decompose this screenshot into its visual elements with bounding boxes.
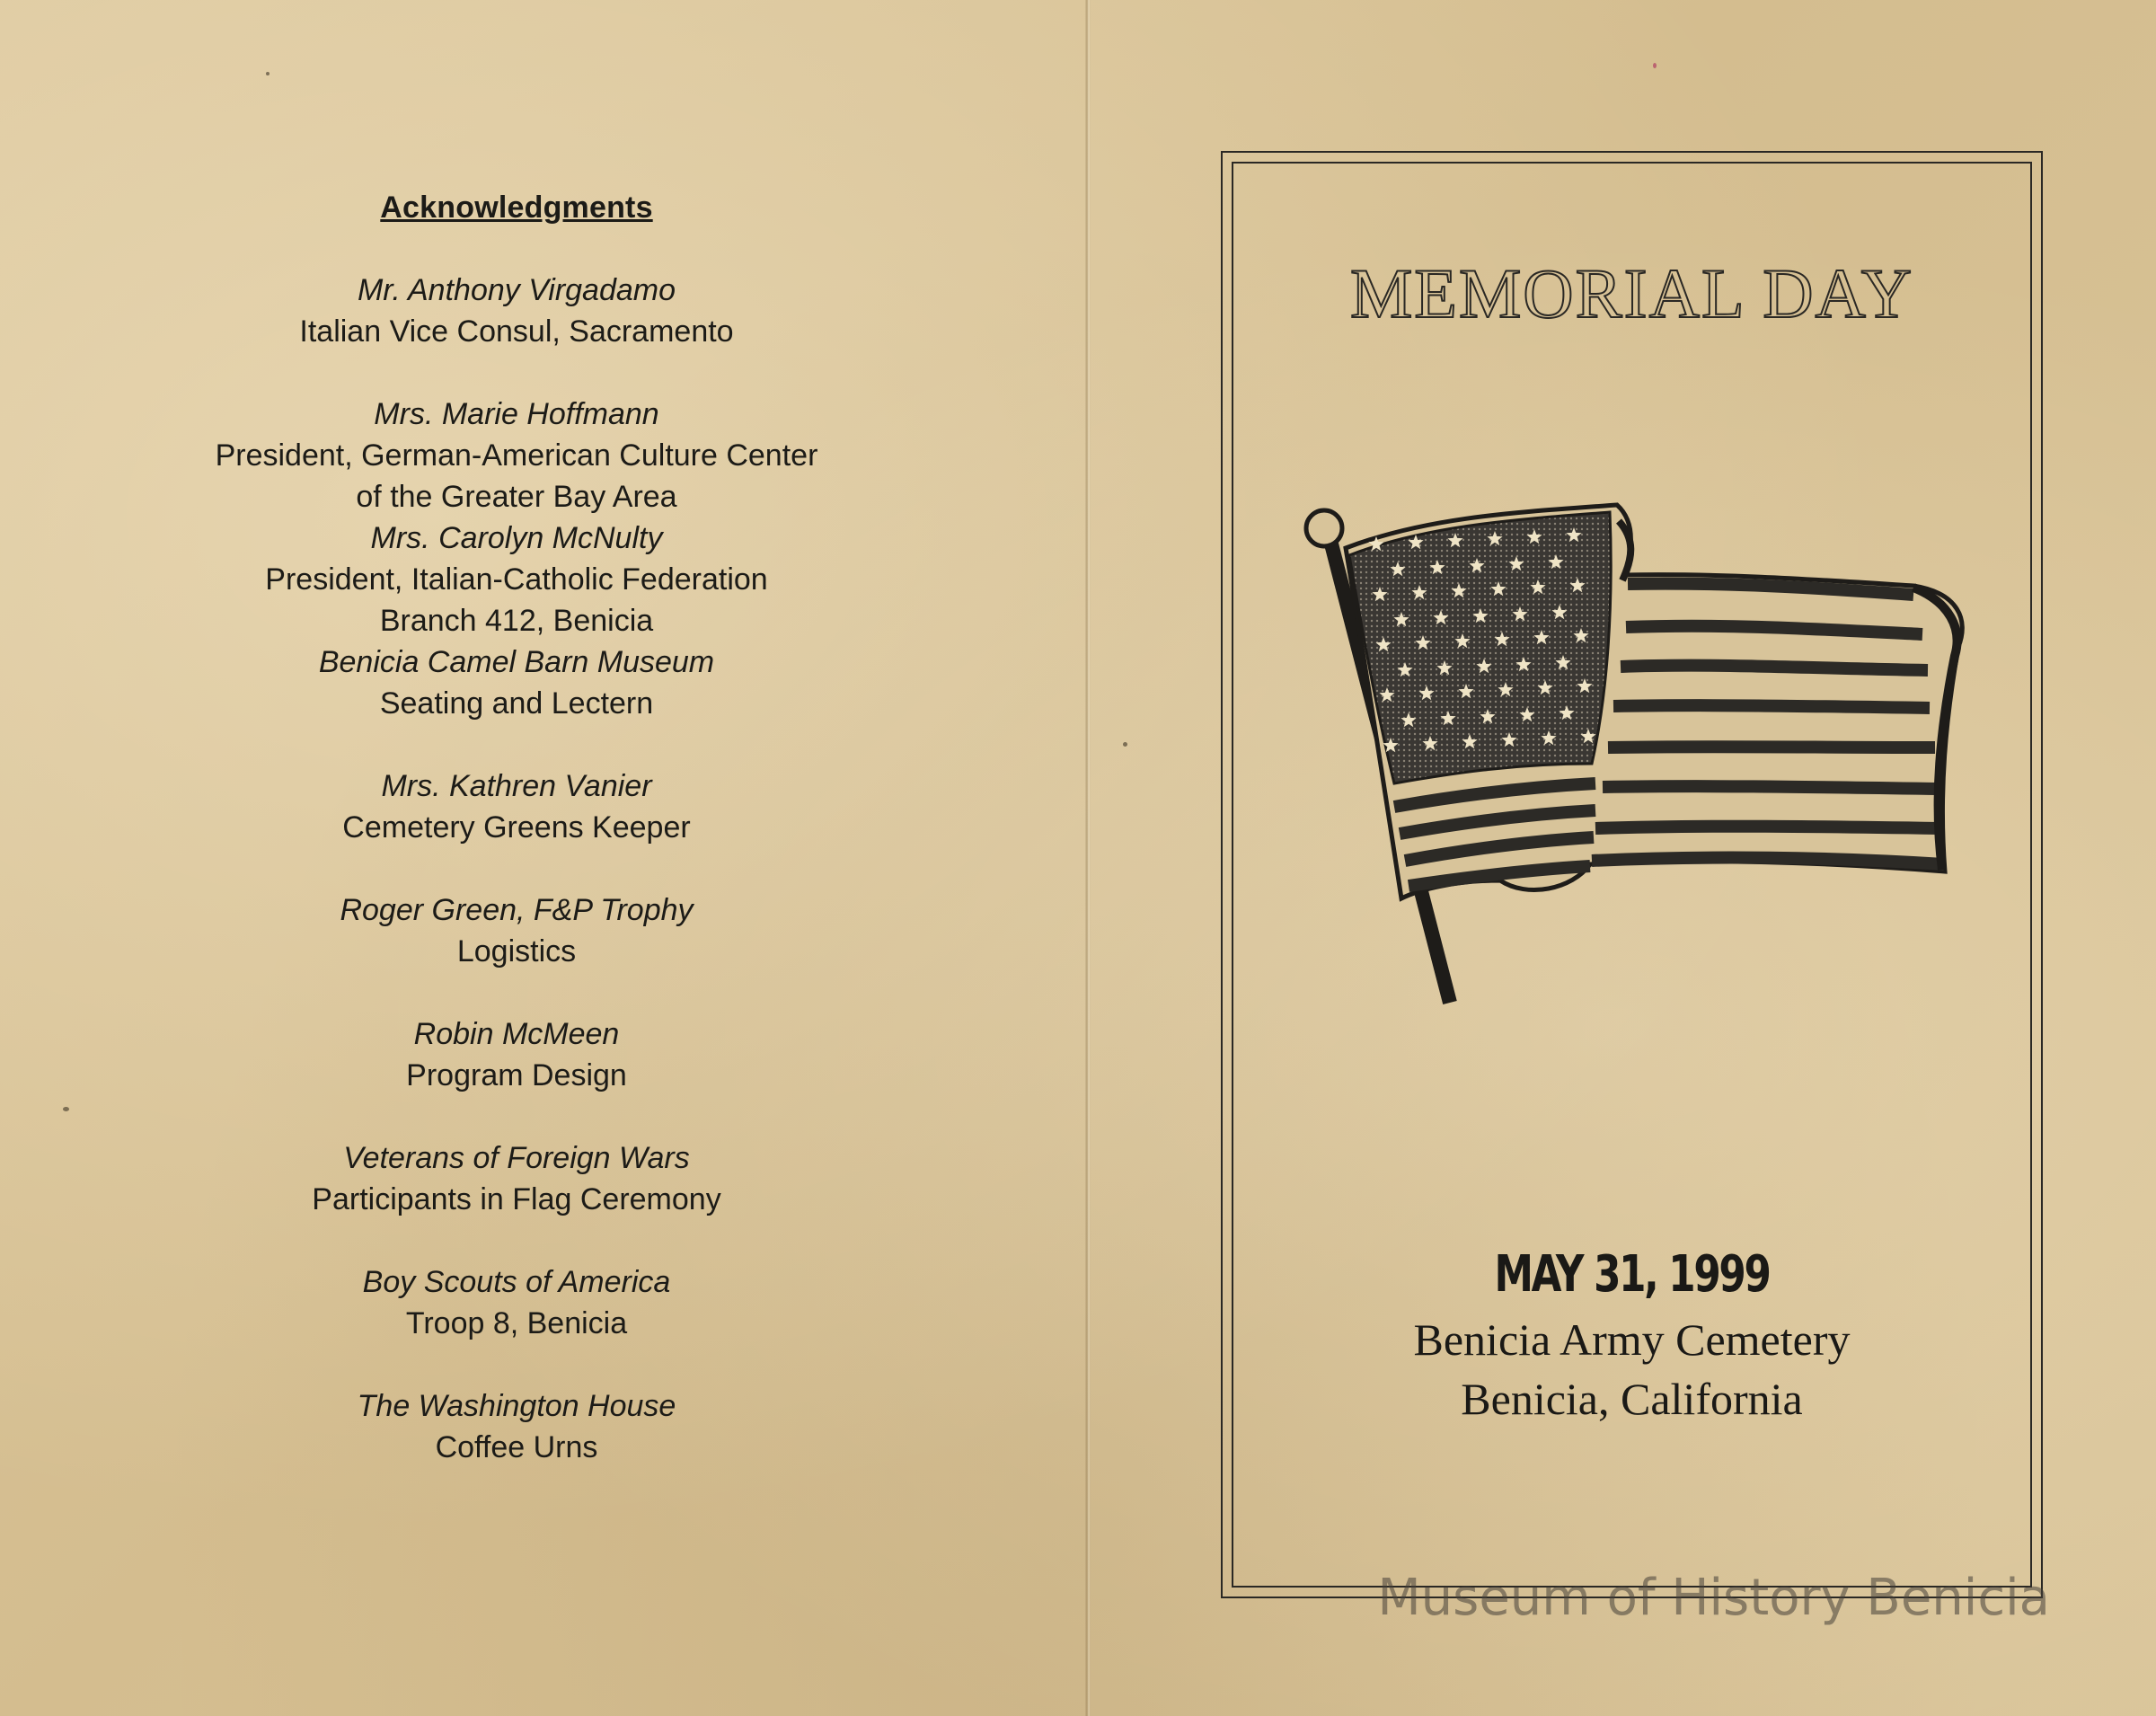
acknowledgment-entry [0, 1137, 1033, 1261]
acknowledgments-panel [0, 0, 1033, 1716]
acknowledgment-entry [0, 1385, 1033, 1509]
acknowledgment-role: Italian Vice Consul, Sacramento [299, 314, 734, 349]
acknowledgment-role: Coffee Urns [435, 1430, 598, 1464]
acknowledgment-entry [0, 394, 1033, 517]
acknowledgments-list [0, 270, 1033, 1509]
acknowledgment-entry [0, 1261, 1033, 1385]
acknowledgment-name: Mrs. Carolyn McNulty [370, 521, 663, 555]
acknowledgment-role: Troop 8, Benicia [405, 1306, 628, 1340]
acknowledgment-name: The Washington House [357, 1389, 676, 1423]
acknowledgment-name: Mrs. Marie Hoffmann [374, 397, 659, 431]
center-fold [1085, 0, 1091, 1716]
acknowledgment-entry [0, 889, 1033, 1013]
acknowledgment-entry [0, 270, 1033, 394]
acknowledgment-entry [0, 517, 1033, 641]
acknowledgment-entry [0, 765, 1033, 889]
acknowledgment-role: of the Greater Bay Area [356, 480, 677, 514]
acknowledgment-role: Participants in Flag Ceremony [312, 1182, 721, 1216]
acknowledgment-name: Mr. Anthony Virgadamo [357, 273, 676, 307]
acknowledgment-name: Roger Green, F&P Trophy [340, 893, 694, 927]
acknowledgment-name: Robin McMeen [413, 1017, 620, 1051]
paper-speck [1123, 742, 1127, 747]
acknowledgment-role: President, Italian-Catholic Federation [265, 562, 768, 597]
acknowledgment-name: Veterans of Foreign Wars [343, 1141, 690, 1175]
museum-watermark: Museum of History Benicia [1377, 1569, 2050, 1627]
event-date: MAY 31, 1999 [1494, 1245, 1770, 1304]
acknowledgment-role: Program Design [406, 1058, 627, 1092]
acknowledgment-role: Cemetery Greens Keeper [342, 810, 691, 845]
acknowledgments-heading: Acknowledgments [380, 190, 653, 225]
event-venue: Benicia Army Cemetery [1413, 1314, 1851, 1365]
paper-speck [1653, 63, 1657, 68]
acknowledgment-role: Seating and Lectern [379, 686, 654, 721]
acknowledgment-role: Branch 412, Benicia [379, 604, 654, 638]
acknowledgment-role: Logistics [456, 934, 577, 969]
acknowledgment-name: Mrs. Kathren Vanier [381, 769, 652, 803]
acknowledgment-entry [0, 1013, 1033, 1137]
cover-title: MEMORIAL DAY [1349, 254, 1914, 332]
event-location: Benicia, California [1461, 1374, 1803, 1424]
acknowledgment-entry [0, 641, 1033, 765]
acknowledgment-name: Boy Scouts of America [362, 1265, 671, 1299]
american-flag-icon [1294, 494, 1976, 1015]
acknowledgment-role: President, German-American Culture Center [215, 438, 818, 473]
acknowledgment-name: Benicia Camel Barn Museum [318, 645, 715, 679]
